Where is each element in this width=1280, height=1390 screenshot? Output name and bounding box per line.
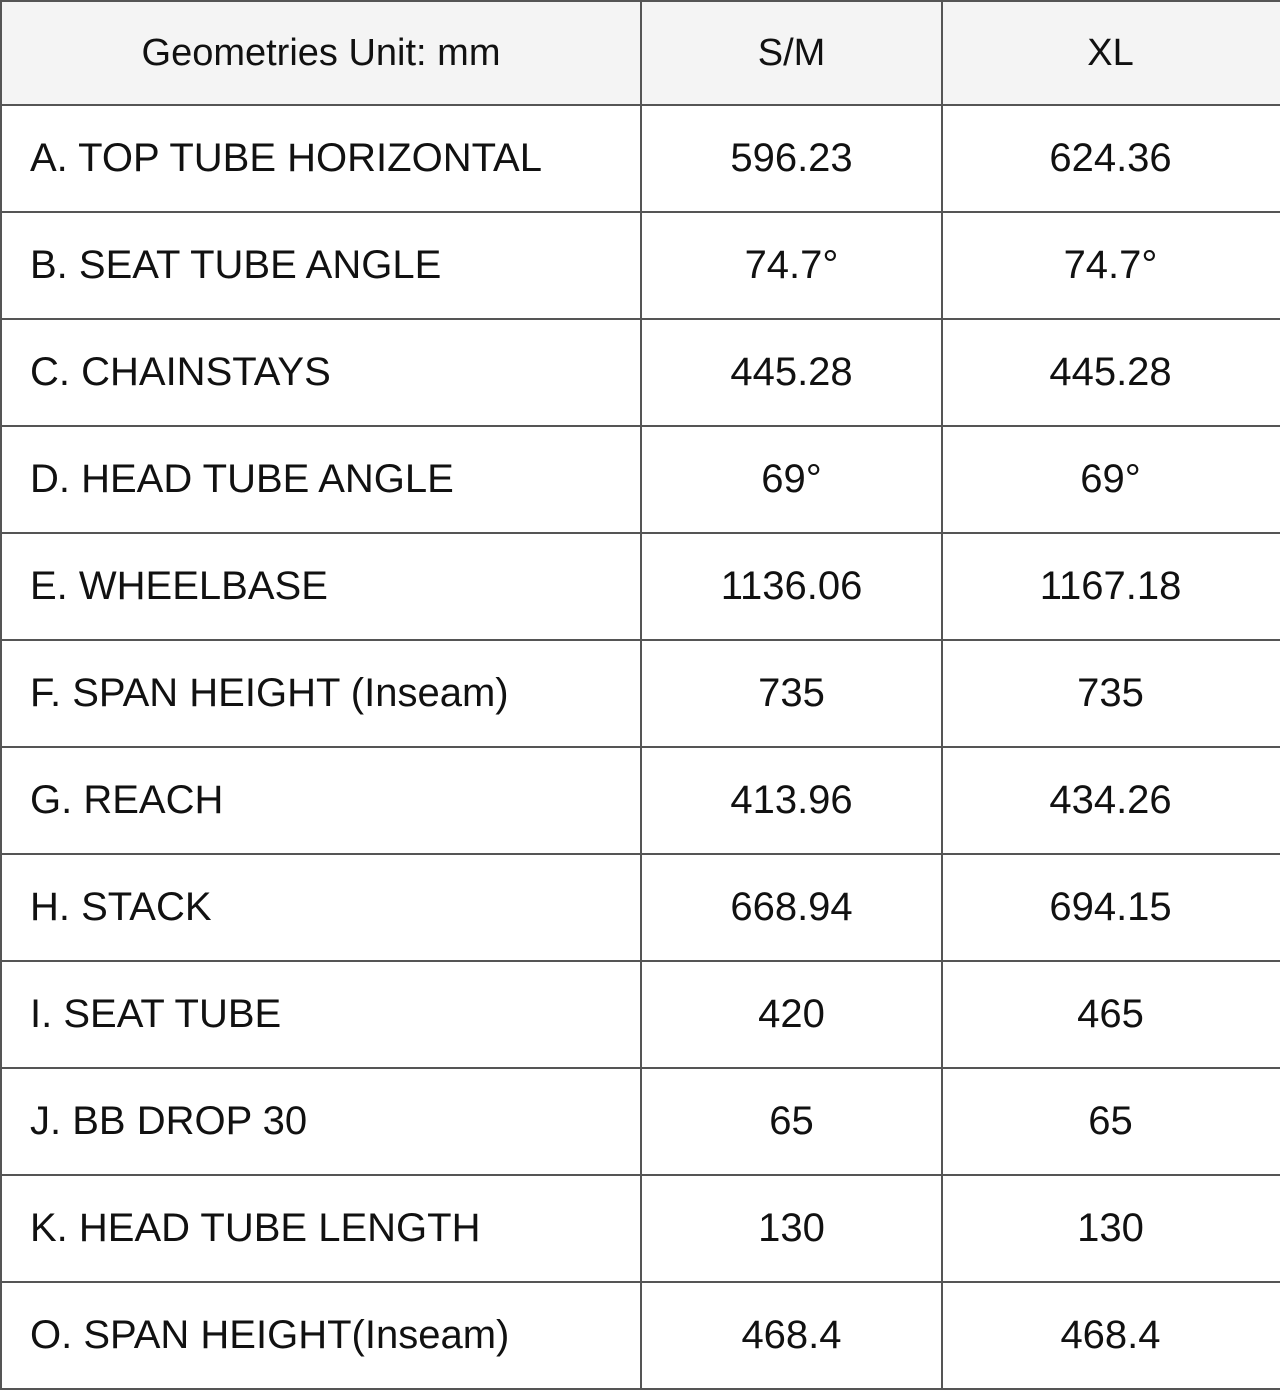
table-row <box>1 1282 1280 1389</box>
row-label: C. CHAINSTAYS <box>1 319 641 426</box>
value-sm: 1136.06 <box>641 533 942 640</box>
value-xl: 735 <box>942 640 1280 747</box>
value-xl: 445.28 <box>942 319 1280 426</box>
table-row <box>1 961 1280 1068</box>
value-xl: 434.26 <box>942 747 1280 854</box>
row-label: G. REACH <box>1 747 641 854</box>
row-label: J. BB DROP 30 <box>1 1068 641 1175</box>
table-row <box>1 1068 1280 1175</box>
value-xl: 694.15 <box>942 854 1280 961</box>
value-sm: 69° <box>641 426 942 533</box>
row-label: O. SPAN HEIGHT(Inseam) <box>1 1282 641 1389</box>
value-xl: 468.4 <box>942 1282 1280 1389</box>
table-row <box>1 640 1280 747</box>
value-sm: 130 <box>641 1175 942 1282</box>
value-xl: 74.7° <box>942 212 1280 319</box>
value-sm: 420 <box>641 961 942 1068</box>
value-sm: 468.4 <box>641 1282 942 1389</box>
table-row <box>1 319 1280 426</box>
table-body <box>1 105 1280 1389</box>
row-label: I. SEAT TUBE <box>1 961 641 1068</box>
table-row <box>1 105 1280 212</box>
value-xl: 65 <box>942 1068 1280 1175</box>
row-label: E. WHEELBASE <box>1 533 641 640</box>
table-row <box>1 854 1280 961</box>
table-row <box>1 747 1280 854</box>
row-label: K. HEAD TUBE LENGTH <box>1 1175 641 1282</box>
value-xl: 130 <box>942 1175 1280 1282</box>
value-sm: 65 <box>641 1068 942 1175</box>
table-header <box>1 1 1280 105</box>
table-row <box>1 533 1280 640</box>
value-sm: 668.94 <box>641 854 942 961</box>
row-label: H. STACK <box>1 854 641 961</box>
row-label: A. TOP TUBE HORIZONTAL <box>1 105 641 212</box>
value-xl: 1167.18 <box>942 533 1280 640</box>
table-row <box>1 426 1280 533</box>
value-xl: 69° <box>942 426 1280 533</box>
table-row <box>1 212 1280 319</box>
row-label: D. HEAD TUBE ANGLE <box>1 426 641 533</box>
value-sm: 445.28 <box>641 319 942 426</box>
value-sm: 74.7° <box>641 212 942 319</box>
value-sm: 735 <box>641 640 942 747</box>
value-sm: 413.96 <box>641 747 942 854</box>
row-label: B. SEAT TUBE ANGLE <box>1 212 641 319</box>
header-size-sm: S/M <box>641 1 942 105</box>
value-sm: 596.23 <box>641 105 942 212</box>
header-label-cell: Geometries Unit: mm <box>1 1 641 105</box>
table-row <box>1 1175 1280 1282</box>
header-size-xl: XL <box>942 1 1280 105</box>
header-row <box>1 1 1280 105</box>
value-xl: 465 <box>942 961 1280 1068</box>
row-label: F. SPAN HEIGHT (Inseam) <box>1 640 641 747</box>
value-xl: 624.36 <box>942 105 1280 212</box>
